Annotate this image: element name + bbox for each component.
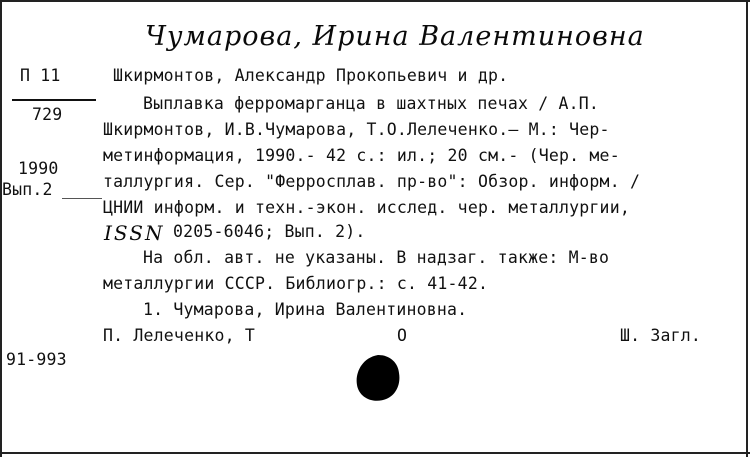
author-heading: Шкирмонтов, Александр Прокопьевич и др. (113, 66, 509, 85)
inventory-number: 91-993 (6, 350, 67, 369)
call-number-issue: Вып.2 (2, 180, 53, 199)
call-number-year: 1990 (18, 159, 59, 178)
note-line: На обл. авт. не указаны. В надзаг. также: М-во (143, 248, 610, 267)
handwritten-heading: Чумарова, Ирина Валентиновна (145, 21, 645, 52)
punch-hole (352, 352, 404, 404)
issn-value: 0205-6046; Вып. 2). (173, 222, 366, 241)
note-line: металлургии СССР. Библиогр.: с. 41-42. (103, 274, 489, 293)
description-line: таллургия. Сер. "Ферросплав. пр-во": Обзор. информ. / (103, 172, 641, 191)
card-border-left (0, 0, 2, 457)
issn-handwritten: ISSN (104, 221, 165, 245)
card-border-top (0, 0, 750, 2)
description-line: метинформация, 1990.- 42 с.: ил.; 20 см.- (Чер. ме- (103, 146, 620, 165)
call-number-shelf: П 11 (20, 66, 61, 85)
tracing-line: 1. Чумарова, Ирина Валентиновна. (143, 300, 468, 319)
added-entry-left: П. Лелеченко, Т (103, 326, 256, 345)
call-number-number: 729 (32, 105, 63, 124)
description-line: ЦНИИ информ. и техн.-экон. исслед. чер. металлургии, (103, 198, 630, 217)
added-entry-right: Ш. Загл. (620, 326, 702, 345)
description-line: Шкирмонтов, И.В.Чумарова, Т.О.Лелеченко.— М.: Чер- (103, 120, 610, 139)
call-number-divider (12, 99, 96, 101)
description-line: Выплавка ферромарганца в шахтных печах / А.П. (143, 94, 600, 113)
issue-leader-line (62, 198, 102, 199)
card-border-bottom (0, 452, 750, 454)
card-border-right (746, 0, 748, 457)
added-entry-middle: О (397, 326, 408, 345)
